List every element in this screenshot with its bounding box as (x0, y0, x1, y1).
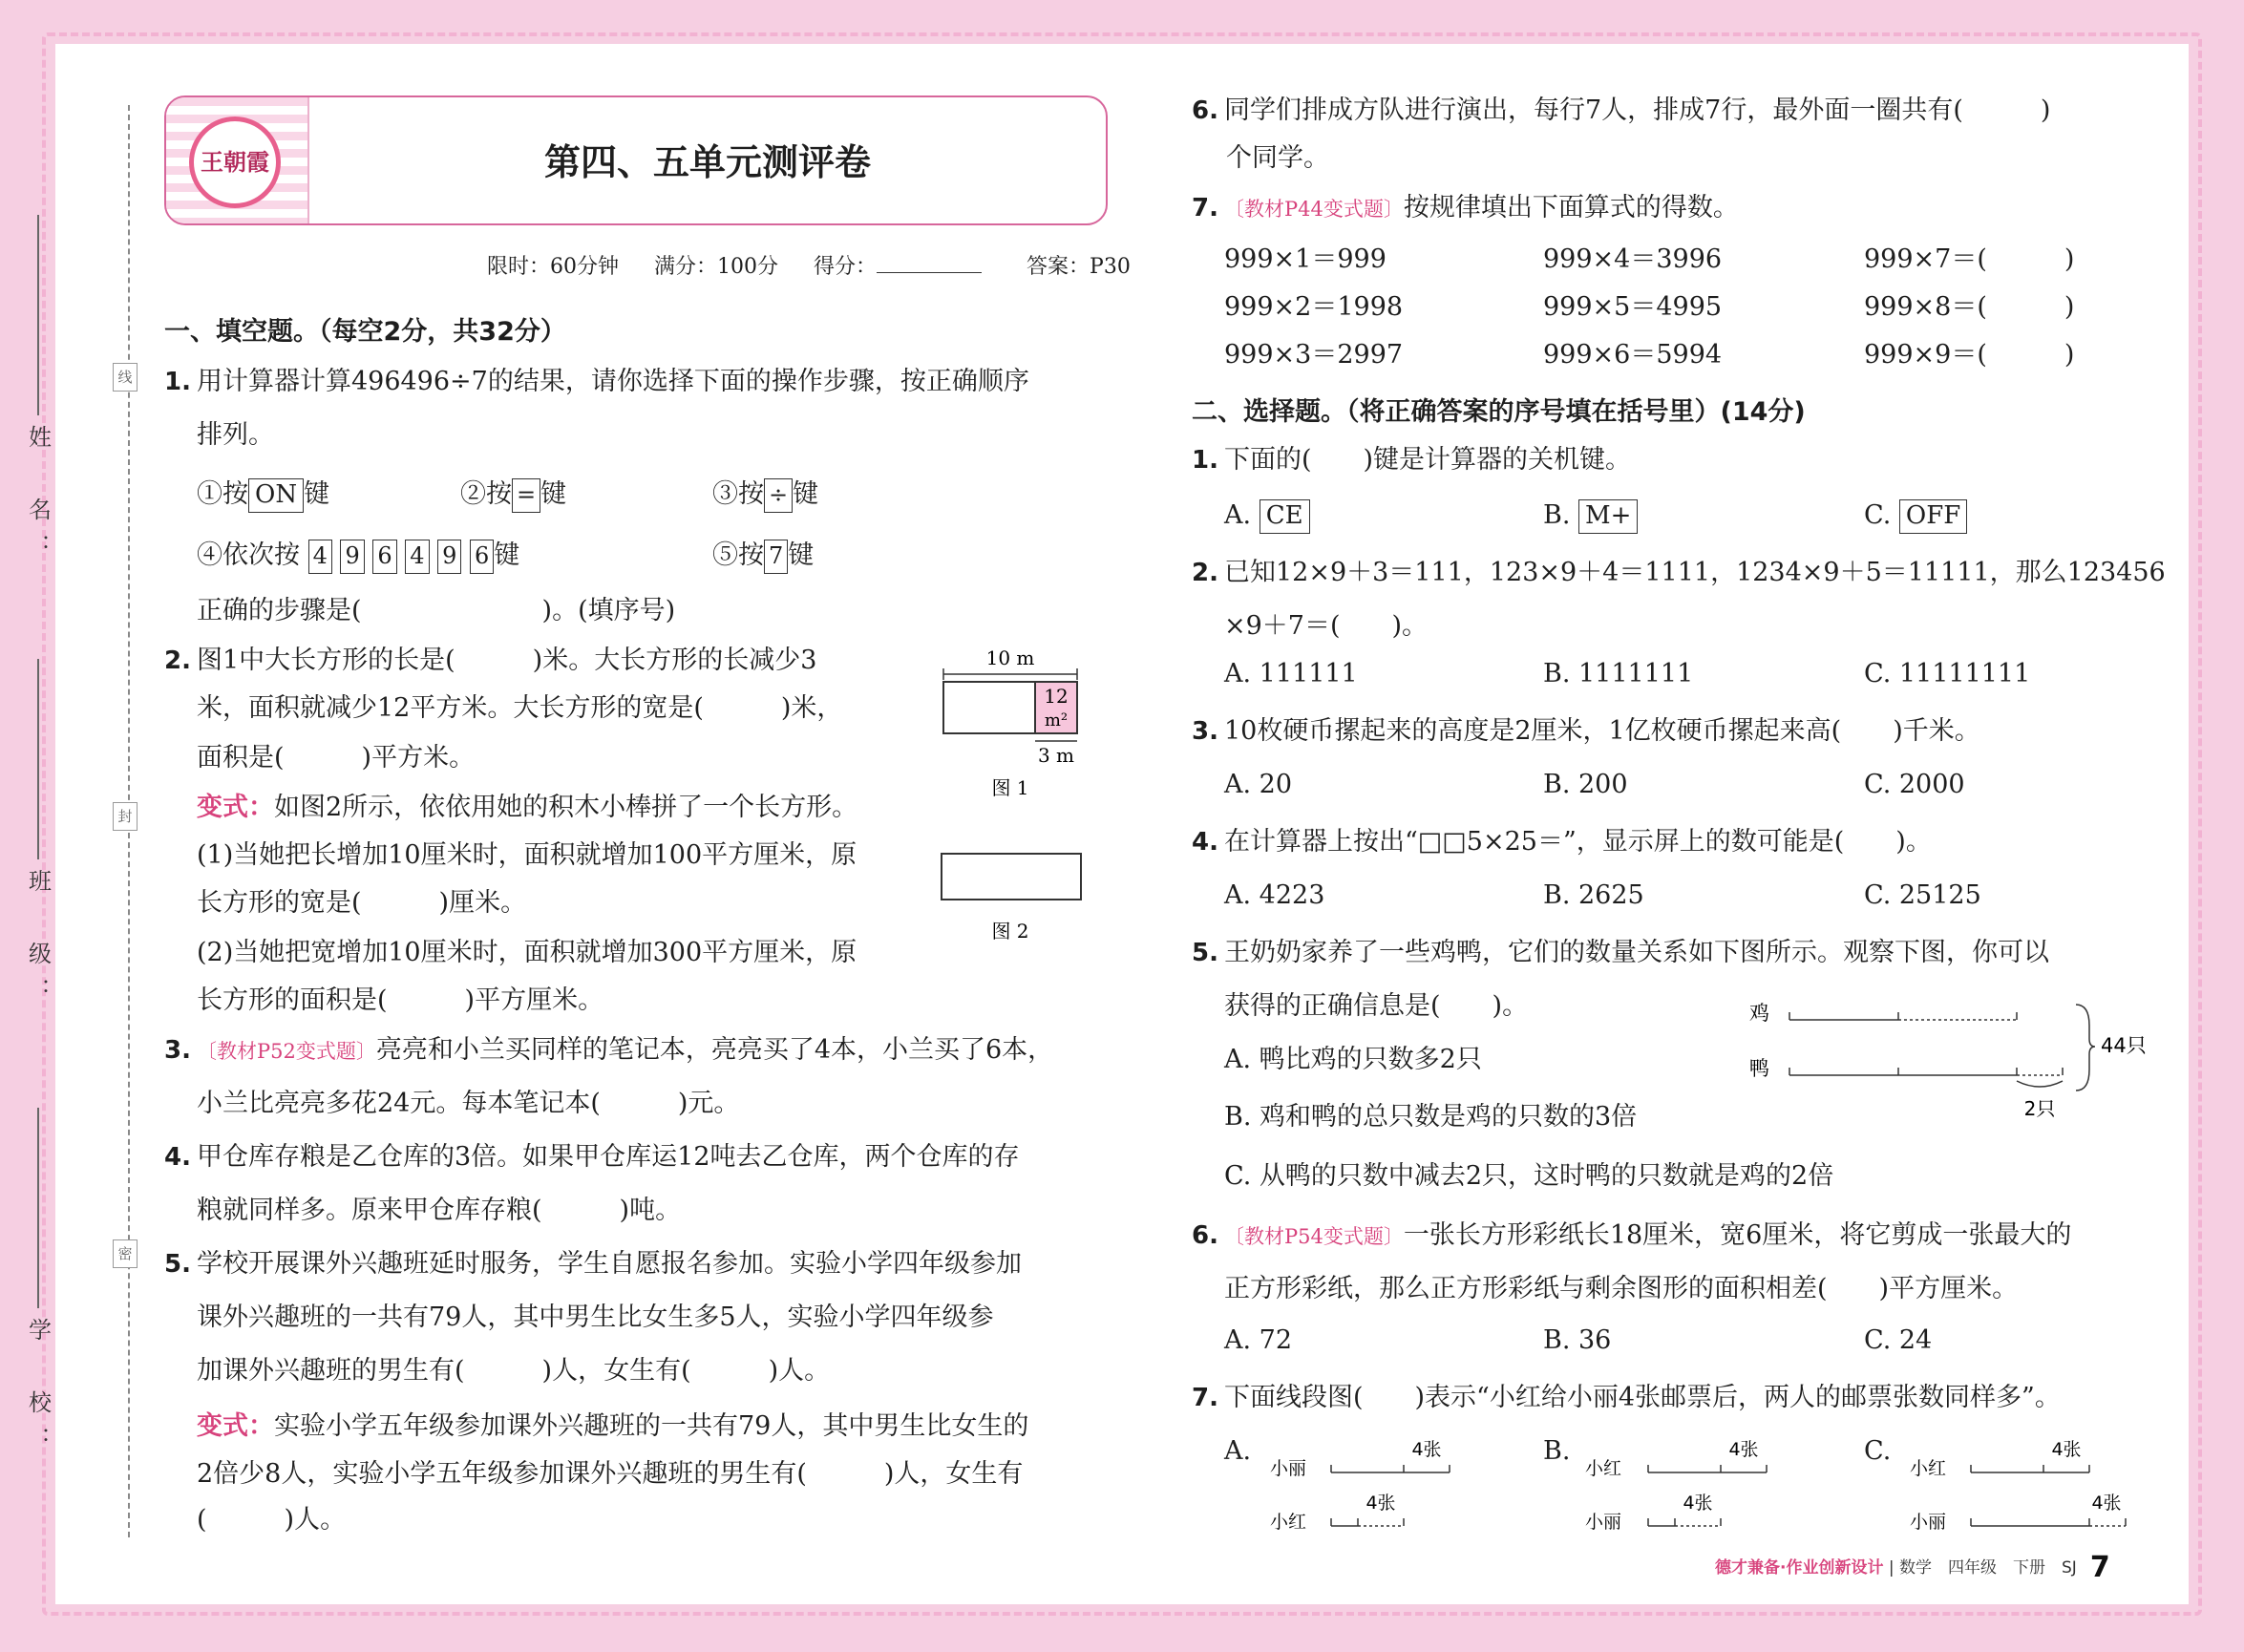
q1-opt4: ④依次按 (197, 540, 300, 570)
c5-option-c: C. 从鸭的只数中减去2只，这时鸭的只数就是鸡的2倍 (1224, 1161, 1834, 1191)
q1-opt1: ①按 (197, 479, 248, 509)
q7-text1: 按规律填出下面算式的得数。 (1403, 193, 1739, 222)
q1-num: 1. (164, 368, 191, 396)
c1-line (1192, 441, 1631, 479)
q6-text1: 同学们排成方队进行演出，每行7人，排成7行，最外面一圈共有( ) (1223, 95, 2051, 125)
digit-key: 4 (308, 540, 332, 574)
q1-text1: 用计算器计算496496÷7的结果，请你选择下面的操作步骤，按正确顺序 (196, 367, 1029, 396)
c7-diagram-c (1900, 1432, 2129, 1537)
fig1-inner-bottom: m² (1044, 710, 1069, 731)
c7-line (1192, 1379, 2061, 1417)
c1-option-a (1224, 497, 1310, 535)
c6-tag: 〔教材P54变式题〕 (1223, 1225, 1404, 1248)
chicken-label: 鸡 (1749, 1002, 1769, 1025)
q7-line1 (1192, 189, 1739, 228)
c6-text1: 一张长方形彩纸长18厘米，宽6厘米，将它剪成一张最大的 (1403, 1220, 2072, 1250)
c2-line1 (1192, 554, 2166, 592)
c5-line1 (1192, 934, 2049, 972)
c2-line2: ×9＋7＝( )。 (1224, 611, 1429, 641)
q1-key-word: 键 (494, 540, 520, 570)
c7c-bottom-name: 小丽 (1910, 1512, 1947, 1533)
q5-text1: 学校开展课外兴趣班延时服务，学生自愿报名参加。实验小学四年级参加 (196, 1249, 1022, 1279)
q1-opt3: ③按 (712, 479, 764, 509)
full-score: 满分：100分 (654, 255, 778, 279)
digit-key: 4 (405, 540, 429, 574)
name-label: 姓 名： (24, 425, 52, 570)
c6-option-c: C. 24 (1864, 1325, 1933, 1355)
c1-text: 下面的( )键是计算器的关机键。 (1223, 445, 1632, 475)
school-label: 学 校： (24, 1318, 52, 1463)
q1-option2 (460, 476, 566, 514)
q1-key-word: 键 (788, 540, 815, 570)
c6-option-a: A. 72 (1224, 1325, 1293, 1355)
q2-text1: 图1中大长方形的长是( )米。大长方形的长减少3 (196, 646, 817, 675)
q7-r3c3: 999×9＝( ) (1864, 340, 2075, 370)
c7-diagram-a (1260, 1432, 1471, 1537)
c6-num: 6. (1192, 1221, 1218, 1250)
q2-variant-text: 如图2所示，依依用她的积木小棒拼了一个长方形。 (274, 793, 858, 822)
q1-opt2: ②按 (460, 479, 512, 509)
c1-option-b (1543, 497, 1638, 535)
q2-line2: 米，面积就减少12平方米。大长方形的宽是( )米， (197, 693, 843, 723)
c7-option-c-letter: C. (1864, 1436, 1892, 1466)
logo-text: 王朝霞 (201, 148, 269, 176)
q1-option4 (197, 537, 519, 575)
c2-text1: 已知12×9＋3＝111，123×9＋4＝1111，1234×9＋5＝11111，那么123456 (1223, 558, 2166, 587)
m-plus-key: M+ (1578, 499, 1638, 534)
class-field (10, 659, 67, 1014)
c7a-bottom-4: 4张 (1365, 1493, 1396, 1514)
fig1-caption: 图 1 (991, 776, 1029, 799)
c6-line1 (1192, 1217, 2071, 1256)
name-field (10, 215, 67, 570)
c2-option-a: A. 111111 (1224, 659, 1358, 688)
c1-c-letter: C. (1864, 500, 1892, 530)
diff-label: 2只 (2023, 1097, 2056, 1120)
q7-r3c1: 999×3＝2997 (1224, 340, 1404, 370)
answer-ref: 答案：P30 (1027, 255, 1131, 279)
q5-num: 5. (164, 1250, 191, 1279)
q7-r2c2: 999×5＝4995 (1543, 292, 1723, 322)
q6-line2: 个同学。 (1226, 143, 1329, 173)
q2-line3: 面积是( )平方米。 (197, 743, 476, 773)
brand-logo (189, 116, 281, 208)
variant-label: 变式： (197, 793, 274, 822)
c6-line2: 正方形彩纸，那么正方形彩纸与剩余图形的面积相差( )平方厘米。 (1224, 1274, 2019, 1303)
c7-option-a-letter: A. (1224, 1436, 1252, 1466)
q2-variant (197, 789, 857, 827)
c2-option-b: B. 1111111 (1543, 659, 1694, 688)
c1-a-letter: A. (1224, 500, 1252, 530)
q7-r1c2: 999×4＝3996 (1543, 244, 1723, 274)
footer-separator: | (1883, 1558, 1900, 1578)
q7-r3c2: 999×6＝5994 (1543, 340, 1723, 370)
duck-label: 鸭 (1749, 1057, 1769, 1080)
off-key: OFF (1899, 499, 1967, 534)
c1-num: 1. (1192, 446, 1218, 475)
q6-line1 (1192, 92, 2050, 130)
figure1 (936, 642, 1089, 814)
section2-heading: 二、选择题。（将正确答案的序号填在括号里）(14分) (1192, 397, 1806, 427)
c4-option-c: C. 25125 (1864, 880, 1981, 910)
page-title: 第四、五单元测评卷 (543, 141, 871, 183)
total-brace (2076, 1005, 2095, 1091)
c4-option-b: B. 2625 (1543, 880, 1644, 910)
c5-line2: 获得的正确信息是( )。 (1224, 991, 1529, 1021)
digit-key: 9 (340, 540, 364, 574)
c7-diagram-b (1579, 1432, 1789, 1537)
digit-key: 9 (437, 540, 461, 574)
fig1-top-label: 10 m (985, 646, 1035, 669)
c7c-top-4: 4张 (2051, 1439, 2082, 1460)
c5-option-b: B. 鸡和鸭的总只数是鸡的只数的3倍 (1224, 1102, 1638, 1132)
q7-r1c3: 999×7＝( ) (1864, 244, 2075, 274)
name-blank[interactable] (37, 215, 39, 415)
digit-key: 6 (372, 540, 396, 574)
q1-key-word: 键 (304, 479, 330, 509)
q7-r2c3: 999×8＝( ) (1864, 292, 2075, 322)
q3-text1: 亮亮和小兰买同样的笔记本，亮亮买了4本，小兰买了6本， (375, 1035, 1054, 1065)
class-blank[interactable] (37, 659, 39, 859)
c7-num: 7. (1192, 1384, 1218, 1412)
q1-options-row1 (197, 476, 329, 514)
q1-line1 (164, 363, 1029, 401)
seven-key: 7 (764, 540, 788, 574)
c2-num: 2. (1192, 559, 1218, 587)
seal-secret: 密 (113, 1239, 138, 1268)
q7-num: 7. (1192, 194, 1218, 222)
q3-line1 (164, 1031, 1053, 1070)
c7a-bottom-name: 小红 (1270, 1512, 1307, 1533)
fig1-inner-top: 12 (1044, 685, 1069, 708)
total-label: 44只 (2101, 1034, 2147, 1057)
q5-variant-text1: 实验小学五年级参加课外兴趣班的一共有79人，其中男生比女生的 (274, 1411, 1029, 1441)
chicken-duck-diagram (1746, 997, 2166, 1131)
c1-b-letter: B. (1543, 500, 1571, 530)
c6-option-b: B. 36 (1543, 1325, 1612, 1355)
c4-option-a: A. 4223 (1224, 880, 1325, 910)
c7-option-b-letter: B. (1543, 1436, 1571, 1466)
c7b-bottom-4: 4张 (1683, 1493, 1713, 1514)
c7a-top-name: 小丽 (1270, 1458, 1307, 1479)
c3-line (1192, 712, 1980, 751)
school-field (10, 1108, 67, 1463)
q5-line1 (164, 1245, 1022, 1283)
c4-num: 4. (1192, 828, 1218, 857)
q7-r2c1: 999×2＝1998 (1224, 292, 1404, 322)
q2-line1 (164, 642, 816, 680)
q4-num: 4. (164, 1143, 191, 1172)
score-blank[interactable] (877, 254, 982, 273)
seal-seal: 封 (113, 802, 138, 831)
equals-key: = (512, 478, 540, 513)
c3-option-c: C. 2000 (1864, 770, 1965, 799)
q5-line2: 课外兴趣班的一共有79人，其中男生比女生多5人，实验小学四年级参 (197, 1303, 994, 1332)
q5-variant2: 2倍少8人，实验小学五年级参加课外兴趣班的男生有( )人，女生有 (197, 1459, 1024, 1489)
figure2 (936, 848, 1089, 953)
score-label: 得分： (814, 255, 878, 279)
c3-option-a: A. 20 (1224, 770, 1293, 799)
q5-line3: 加课外兴趣班的男生有( )人，女生有( )人。 (197, 1356, 831, 1386)
c3-text: 10枚硬币摞起来的高度是2厘米，1亿枚硬币摞起来高( )千米。 (1223, 716, 1980, 746)
c7c-bottom-4: 4张 (2091, 1493, 2122, 1514)
variant-label: 变式： (197, 1411, 274, 1441)
q1-option5 (712, 537, 814, 575)
c2-option-c: C. 11111111 (1864, 659, 2031, 688)
divide-key: ÷ (764, 478, 793, 513)
page-footer (1715, 1551, 2110, 1584)
section1-heading: 一、填空题。（每空2分，共32分） (164, 317, 566, 347)
c4-line (1192, 823, 1932, 861)
c5-option-a: A. 鸭比鸡的只数多2只 (1224, 1045, 1482, 1074)
c1-option-c (1864, 497, 1967, 535)
q7-tag: 〔教材P44变式题〕 (1223, 198, 1404, 221)
c4-text: 在计算器上按出“□□5×25＝”，显示屏上的数可能是( )。 (1223, 827, 1932, 857)
q1-key-word: 键 (540, 479, 567, 509)
diff-brace (2017, 1081, 2063, 1087)
time-limit: 限时：60分钟 (487, 255, 619, 279)
fig2-caption: 图 2 (991, 920, 1029, 942)
q2-sub2a: (2)当她把宽增加10厘米时，面积就增加300平方厘米，原 (197, 938, 857, 967)
q1-opt5: ⑤按 (712, 540, 764, 570)
q5-variant3: ( )人。 (197, 1505, 347, 1535)
c7b-top-name: 小红 (1585, 1458, 1622, 1479)
c3-num: 3. (1192, 717, 1218, 746)
q1-option3 (712, 476, 818, 514)
c7b-bottom-name: 小丽 (1585, 1512, 1622, 1533)
c3-option-b: B. 200 (1543, 770, 1628, 799)
fig1-right-label: 3 m (1037, 744, 1075, 767)
school-blank[interactable] (37, 1108, 39, 1308)
fig2-rectangle (942, 854, 1081, 900)
c7a-top-4: 4张 (1411, 1439, 1442, 1460)
q2-sub1b: 长方形的宽是( )厘米。 (197, 888, 527, 918)
q1-line2: 排列。 (197, 420, 274, 450)
c5-num: 5. (1192, 939, 1218, 967)
seal-line: 线 (113, 363, 138, 392)
c7c-top-name: 小红 (1910, 1458, 1947, 1479)
q3-tag: 〔教材P52变式题〕 (196, 1040, 376, 1063)
ce-key: CE (1260, 499, 1310, 534)
class-label: 班 级： (24, 869, 52, 1014)
footer-info: 数学 四年级 下册 SJ (1899, 1558, 2077, 1578)
footer-brand: 德才兼备·作业创新设计 (1715, 1558, 1884, 1578)
q1-key-word: 键 (793, 479, 819, 509)
c5-text1: 王奶奶家养了一些鸡鸭，它们的数量关系如下图所示。观察下图，你可以 (1223, 938, 2049, 967)
q1-answer-line: 正确的步骤是( )。(填序号) (197, 596, 676, 625)
q2-sub1a: (1)当她把长增加10厘米时，面积就增加100平方厘米，原 (197, 840, 857, 870)
q4-text1: 甲仓库存粮是乙仓库的3倍。如果甲仓库运12吨去乙仓库，两个仓库的存 (196, 1142, 1020, 1172)
title-banner (164, 95, 1108, 225)
exam-meta (487, 250, 1159, 280)
q4-line1 (164, 1138, 1020, 1176)
q2-num: 2. (164, 646, 191, 675)
c7-text: 下面线段图( )表示“小红给小丽4张邮票后，两人的邮票张数同样多”。 (1223, 1383, 2061, 1412)
q4-line2: 粮就同样多。原来甲仓库存粮( )吨。 (197, 1196, 682, 1225)
q3-num: 3. (164, 1036, 191, 1065)
c7b-top-4: 4张 (1728, 1439, 1759, 1460)
q5-variant1 (197, 1408, 1028, 1446)
page-number: 7 (2089, 1551, 2110, 1584)
on-key: ON (248, 478, 304, 513)
q7-r1c1: 999×1＝999 (1224, 244, 1387, 274)
q3-line2: 小兰比亮亮多花24元。每本笔记本( )元。 (197, 1089, 740, 1118)
q2-sub2b: 长方形的面积是( )平方厘米。 (197, 985, 604, 1015)
digit-key: 6 (470, 540, 494, 574)
q6-num: 6. (1192, 96, 1218, 125)
